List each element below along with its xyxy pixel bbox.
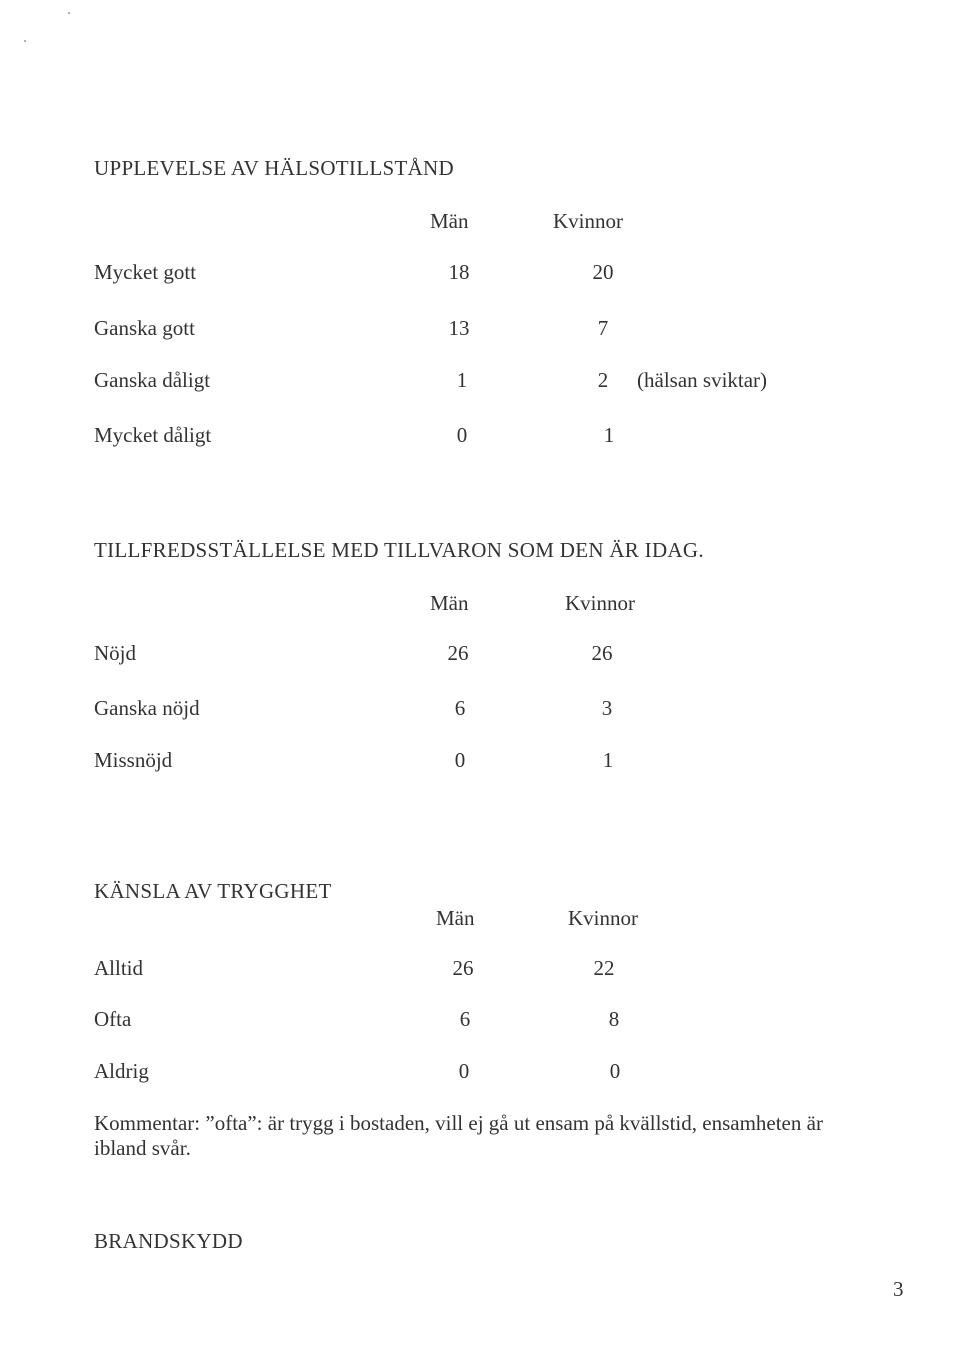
value-women: 8 xyxy=(608,1007,620,1031)
column-header-men: Män xyxy=(430,209,469,233)
value-men: 0 xyxy=(456,423,468,447)
comment-text: Kommentar: ”ofta”: är trygg i bostaden, vill ej gå ut ensam på kvällstid, ensamheten är ibland svår. xyxy=(94,1111,823,1160)
column-header-women: Kvinnor xyxy=(553,209,623,233)
value-men: 0 xyxy=(454,748,466,772)
row-label: Alltid xyxy=(94,956,144,980)
row-label: Mycket gott xyxy=(94,260,197,284)
value-men: 26 xyxy=(447,641,469,665)
value-women: 3 xyxy=(601,696,613,720)
scan-speck xyxy=(24,40,26,42)
value-men: 0 xyxy=(458,1059,470,1083)
column-header-men: Män xyxy=(430,591,469,615)
page-number: 3 xyxy=(893,1277,904,1301)
row-label: Ganska gott xyxy=(94,316,195,340)
row-label: Nöjd xyxy=(94,641,136,665)
column-header-men: Män xyxy=(436,906,475,930)
scan-speck xyxy=(68,12,70,14)
value-men: 13 xyxy=(448,316,470,340)
value-men: 6 xyxy=(459,1007,471,1031)
value-women: 20 xyxy=(592,260,614,284)
value-women: 1 xyxy=(603,423,615,447)
row-label: Missnöjd xyxy=(94,748,173,772)
section-title-fire-safety: BRANDSKYDD xyxy=(94,1229,243,1253)
section-title-health: UPPLEVELSE AV HÄLSOTILLSTÅND xyxy=(94,156,454,180)
value-women: 2 xyxy=(597,368,609,392)
row-note: (hälsan sviktar) xyxy=(637,368,768,392)
column-header-women: Kvinnor xyxy=(565,591,635,615)
value-men: 18 xyxy=(448,260,470,284)
value-women: 1 xyxy=(602,748,614,772)
section-title-security: KÄNSLA AV TRYGGHET xyxy=(94,879,332,903)
row-label: Mycket dåligt xyxy=(94,423,212,447)
value-women: 26 xyxy=(591,641,613,665)
column-header-women: Kvinnor xyxy=(568,906,638,930)
value-men: 1 xyxy=(456,368,468,392)
row-label: Ganska nöjd xyxy=(94,696,200,720)
row-label: Ganska dåligt xyxy=(94,368,211,392)
value-women: 7 xyxy=(597,316,609,340)
value-women: 22 xyxy=(593,956,615,980)
value-men: 6 xyxy=(454,696,466,720)
row-label: Ofta xyxy=(94,1007,132,1031)
value-men: 26 xyxy=(452,956,474,980)
value-women: 0 xyxy=(609,1059,621,1083)
row-label: Aldrig xyxy=(94,1059,149,1083)
section-title-satisfaction: TILLFREDSSTÄLLELSE MED TILLVARON SOM DEN ÄR IDAG. xyxy=(94,538,704,562)
